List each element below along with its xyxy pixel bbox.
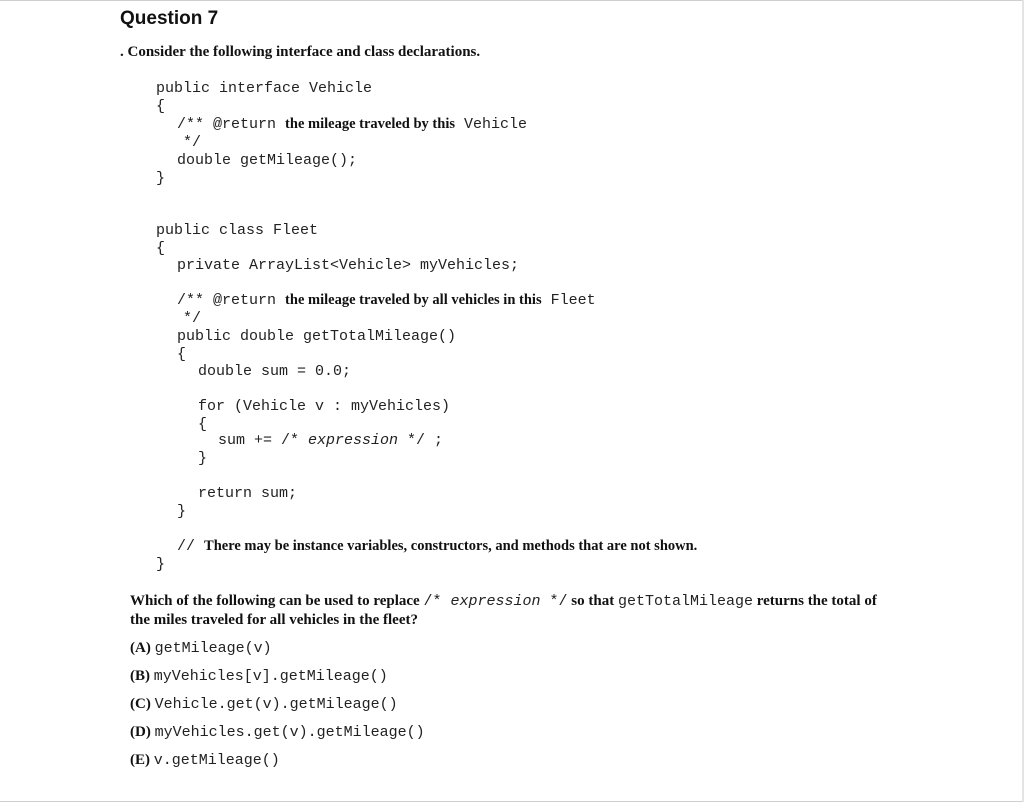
top-border: [0, 0, 1024, 1]
answer-choice-a[interactable]: [130, 640, 272, 657]
code-fragment: sum += /*: [218, 432, 309, 449]
question-fragment: so that: [571, 593, 615, 609]
code-line: }: [156, 556, 166, 573]
choice-code: myVehicles.get(v).getMileage(): [154, 724, 425, 741]
code-line: {: [156, 240, 166, 257]
question-text: [130, 592, 890, 630]
question-title: Question 7: [120, 8, 219, 29]
code-comment-line: [177, 116, 527, 133]
choice-code: getMileage(v): [154, 640, 272, 657]
code-line: */: [183, 310, 202, 327]
code-line: {: [177, 346, 187, 363]
answer-choice-b[interactable]: [130, 668, 388, 685]
code-fragment: */: [540, 593, 568, 610]
choice-letter: (D): [130, 724, 151, 740]
comment-text: the mileage traveled by this: [285, 116, 455, 132]
answer-choice-e[interactable]: [130, 752, 280, 769]
intro-sentence: Consider the following interface and class declarations.: [127, 44, 481, 60]
code-line: for (Vehicle v : myVehicles): [198, 398, 451, 415]
code-fragment: [423, 593, 567, 610]
code-line: double getMileage();: [177, 152, 358, 169]
choice-code: v.getMileage(): [153, 752, 280, 769]
code-line: }: [198, 450, 208, 467]
code-fragment: /*: [423, 593, 451, 610]
intro-text: [120, 44, 480, 61]
intro-bullet: .: [120, 44, 124, 60]
code-line: {: [198, 416, 208, 433]
code-line: [218, 432, 443, 449]
code-placeholder: expression: [450, 593, 541, 610]
comment-text: the mileage traveled by all vehicles in this: [285, 292, 542, 308]
code-placeholder: expression: [308, 432, 399, 449]
code-line: public interface Vehicle: [156, 80, 373, 97]
code-fragment: //: [177, 538, 196, 555]
choice-letter: (E): [130, 752, 150, 768]
code-comment-line: [177, 538, 697, 555]
code-line: }: [156, 170, 166, 187]
code-comment-line: [177, 292, 596, 309]
answer-choice-c[interactable]: [130, 696, 398, 713]
code-fragment: getTotalMileage: [617, 593, 753, 610]
code-fragment: */ ;: [398, 432, 444, 449]
comment-text: There may be instance variables, constructors, and methods that are not shown.: [204, 538, 698, 554]
choice-letter: (A): [130, 640, 151, 656]
code-line: */: [183, 134, 202, 151]
code-fragment: /** @return: [177, 292, 277, 309]
code-fragment: Vehicle: [464, 116, 528, 133]
code-line: private ArrayList<Vehicle> myVehicles;: [177, 257, 520, 274]
code-line: {: [156, 98, 166, 115]
choice-code: Vehicle.get(v).getMileage(): [154, 696, 398, 713]
code-line: public class Fleet: [156, 222, 319, 239]
choice-code: myVehicles[v].getMileage(): [153, 668, 388, 685]
choice-letter: (B): [130, 668, 150, 684]
code-line: double sum = 0.0;: [198, 363, 352, 380]
code-fragment: Fleet: [550, 292, 596, 309]
code-line: public double getTotalMileage(): [177, 328, 457, 345]
question-fragment: Which of the following can be used to replace: [130, 593, 420, 609]
choice-letter: (C): [130, 696, 151, 712]
code-line: }: [177, 503, 187, 520]
code-line: return sum;: [198, 485, 298, 502]
question-fragment: returns the total of the miles traveled for all vehicles in the fleet?: [130, 593, 877, 628]
answer-choice-d[interactable]: [130, 724, 425, 741]
code-fragment: /** @return: [177, 116, 277, 133]
